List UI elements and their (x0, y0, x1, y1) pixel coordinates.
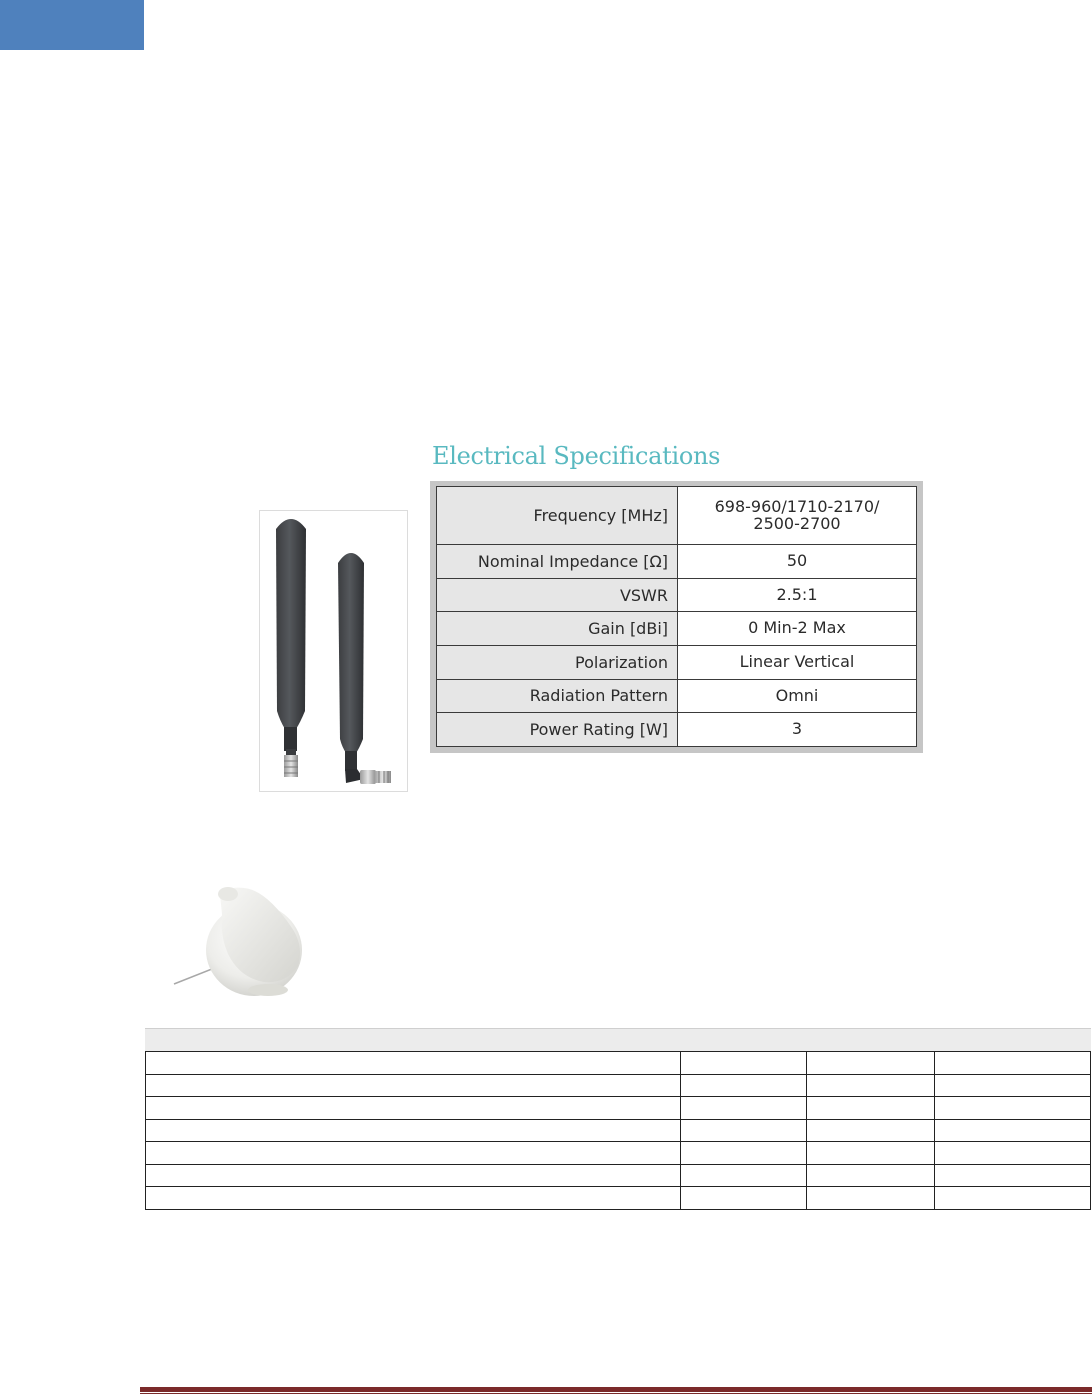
spec-value: 3 (678, 713, 917, 747)
spec-row-frequency (437, 487, 917, 545)
table-cell (146, 1052, 681, 1075)
table-cell (146, 1119, 681, 1142)
table-cell (807, 1074, 935, 1097)
empty-specification-grid (145, 1051, 1091, 1210)
table-row (146, 1142, 1091, 1165)
spec-value: 0 Min-2 Max (678, 612, 917, 646)
spec-value-line: 698-960/1710-2170/ (714, 496, 880, 516)
table-row (146, 1119, 1091, 1142)
spec-row-polarization (437, 646, 917, 680)
footer-rule-thin (140, 1393, 1092, 1394)
spec-row-radiation-pattern (437, 679, 917, 713)
table-cell (681, 1187, 807, 1210)
spec-row-gain (437, 612, 917, 646)
table-cell (146, 1097, 681, 1120)
spec-label: VSWR (437, 578, 678, 612)
table-row (146, 1187, 1091, 1210)
table-cell (146, 1164, 681, 1187)
spec-value: 2.5:1 (678, 578, 917, 612)
spec-row-power-rating (437, 713, 917, 747)
spec-label: Frequency [MHz] (437, 487, 678, 545)
spec-value (678, 487, 917, 545)
table-cell (935, 1052, 1091, 1075)
empty-table-header-band (145, 1028, 1091, 1051)
blade-antennas-photo (259, 510, 408, 792)
table-cell (807, 1119, 935, 1142)
ceiling-dome-antenna-photo (168, 880, 318, 1005)
table-cell (935, 1097, 1091, 1120)
spec-label: Gain [dBi] (437, 612, 678, 646)
spec-label: Nominal Impedance [Ω] (437, 545, 678, 579)
table-cell (935, 1119, 1091, 1142)
spec-value: Omni (678, 679, 917, 713)
table-cell (807, 1142, 935, 1165)
spec-value: 50 (678, 545, 917, 579)
table-cell (935, 1164, 1091, 1187)
blade-antennas-icon (260, 511, 407, 791)
table-cell (935, 1187, 1091, 1210)
table-cell (681, 1074, 807, 1097)
table-row (146, 1074, 1091, 1097)
table-cell (807, 1187, 935, 1210)
spec-row-vswr (437, 578, 917, 612)
electrical-specifications-title: Electrical Specifications (432, 442, 721, 470)
table-cell (807, 1052, 935, 1075)
table-cell (146, 1187, 681, 1210)
table-cell (935, 1142, 1091, 1165)
table-row (146, 1164, 1091, 1187)
spec-label: Power Rating [W] (437, 713, 678, 747)
table-cell (146, 1142, 681, 1165)
corner-color-tab (0, 0, 144, 50)
table-cell (681, 1164, 807, 1187)
table-cell (681, 1097, 807, 1120)
table-cell (807, 1097, 935, 1120)
spec-label: Polarization (437, 646, 678, 680)
table-row (146, 1052, 1091, 1075)
spec-value: Linear Vertical (678, 646, 917, 680)
table-cell (681, 1142, 807, 1165)
spec-value-line: 2500-2700 (753, 513, 841, 533)
footer-rule (140, 1387, 1092, 1392)
spec-row-impedance (437, 545, 917, 579)
table-cell (681, 1052, 807, 1075)
electrical-specifications-table (430, 481, 923, 753)
table-cell (681, 1119, 807, 1142)
table-row (146, 1097, 1091, 1120)
ceiling-dome-antenna-icon (168, 880, 318, 1005)
table-cell (935, 1074, 1091, 1097)
table-cell (807, 1164, 935, 1187)
table-cell (146, 1074, 681, 1097)
spec-label: Radiation Pattern (437, 679, 678, 713)
